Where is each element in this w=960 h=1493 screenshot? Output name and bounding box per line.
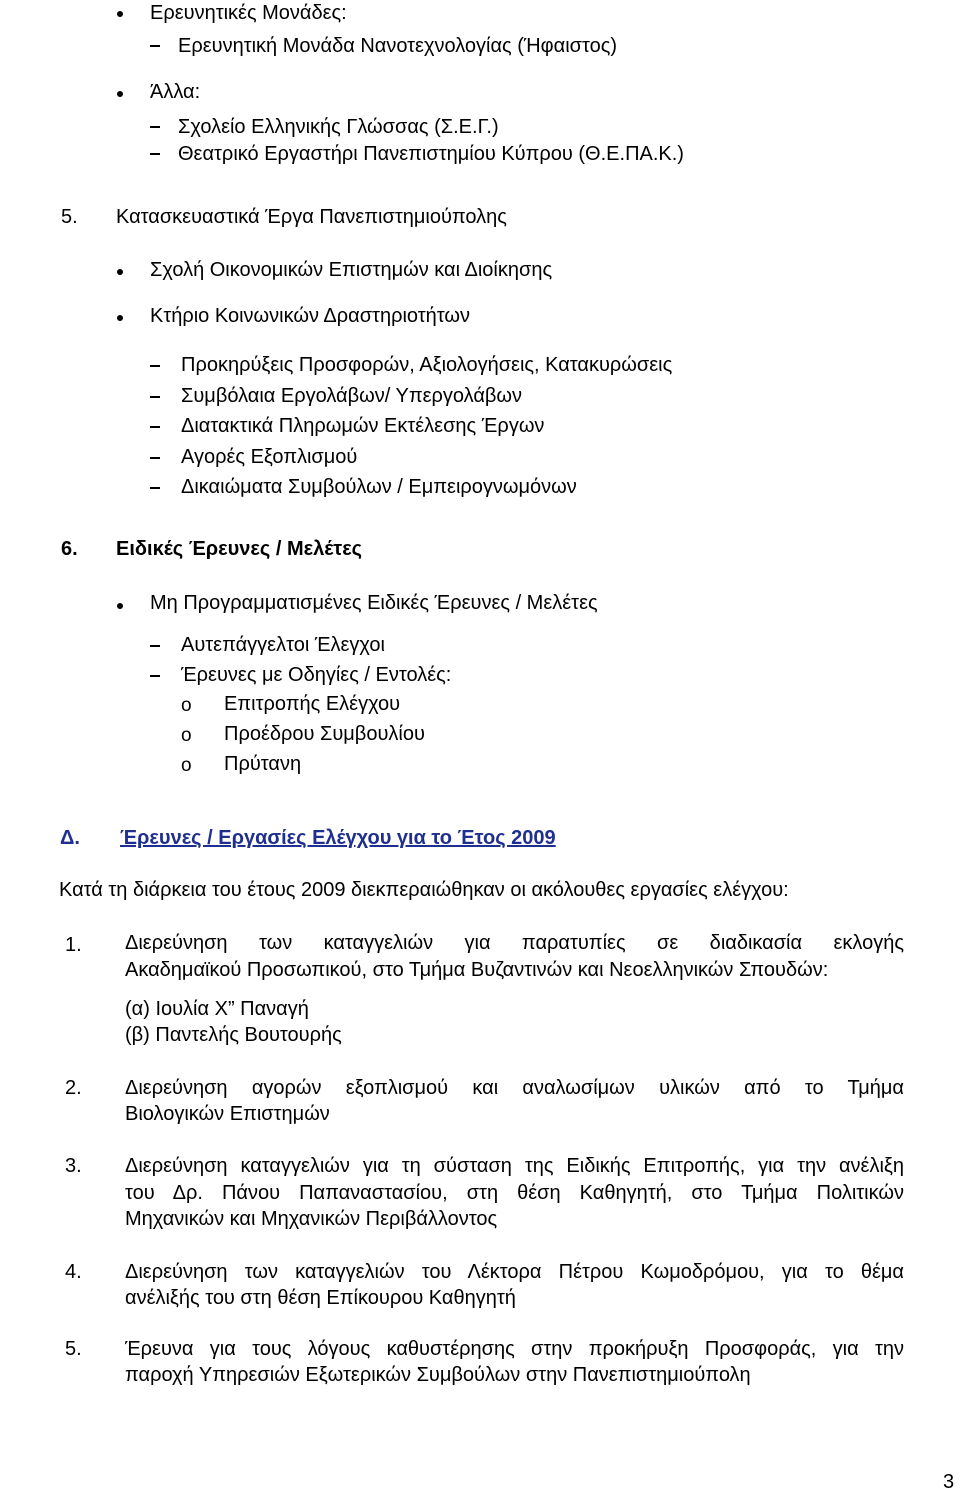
other-item: Θεατρικό Εργαστήρι Πανεπιστημίου Κύπρου (Θ.Ε.ΠΑ.Κ.) — [178, 143, 684, 165]
dash-icon — [150, 426, 160, 428]
section-title: Κατασκευαστικά Έργα Πανεπιστημιούπολης — [116, 206, 507, 228]
bullet-item: Κτήριο Κοινωνικών Δραστηριοτήτων — [150, 305, 470, 327]
bullet-item: Σχολή Οικονομικών Επιστημών και Διοίκησης — [150, 259, 553, 281]
dash-item: Αυτεπάγγελτοι Έλεγχοι — [181, 634, 385, 656]
dash-icon — [150, 645, 160, 647]
item-number: 5. — [65, 1338, 82, 1360]
sub-item: Επιτροπής Ελέγχου — [224, 693, 401, 715]
item-sub: (α) Ιουλία Χ” Παναγή — [125, 998, 309, 1020]
item-number: 4. — [65, 1261, 82, 1283]
section-number: 6. — [61, 538, 78, 560]
section-number: 5. — [61, 206, 78, 228]
item-text-line: του Δρ. Πάνου Παπαναστασίου, στη θέση Καθηγητή, στο Τμήμα Πολιτικών — [125, 1182, 904, 1204]
dash-item: Δικαιώματα Συμβούλων / Εμπειρογνωμόνων — [181, 476, 577, 498]
bullet-icon — [117, 269, 123, 275]
item-text-line: Έρευνα για τους λόγους καθυστέρησης στην προκήρυξη Προσφοράς, για την — [125, 1338, 904, 1360]
section-letter: Δ. — [60, 827, 80, 849]
item-number: 1. — [65, 934, 82, 956]
dash-item: Αγορές Εξοπλισμού — [181, 446, 358, 468]
bullet-icon — [117, 603, 123, 609]
circle-bullet-icon: o — [181, 725, 192, 746]
circle-bullet-icon: o — [181, 755, 192, 776]
dash-item: Συμβόλαια Εργολάβων/ Υπεργολάβων — [181, 385, 523, 407]
item-text-line: Διερεύνηση των καταγγελιών του Λέκτορα Πέτρου Κωμοδρόμου, για το θέμα — [125, 1261, 904, 1283]
dash-icon — [150, 487, 160, 489]
page-number: 3 — [943, 1471, 955, 1493]
item-text-line: Μηχανικών και Μηχανικών Περιβάλλοντος — [125, 1208, 498, 1230]
item-number: 3. — [65, 1155, 82, 1177]
bullet-icon — [117, 315, 123, 321]
item-text-line: Βιολογικών Επιστημών — [125, 1103, 330, 1125]
dash-item: Προκηρύξεις Προσφορών, Αξιολογήσεις, Κατακυρώσεις — [181, 354, 673, 376]
item-text-line: Ακαδημαϊκού Προσωπικού, στο Τμήμα Βυζαντινών και Νεοελληνικών Σπουδών: — [125, 959, 829, 981]
circle-bullet-icon: o — [181, 695, 192, 716]
item-text-line: Διερεύνηση των καταγγελιών για παρατυπίες σε διαδικασία εκλογής — [125, 932, 904, 954]
sub-item: Πρύτανη — [224, 753, 302, 775]
intro-text: Κατά τη διάρκεια του έτους 2009 διεκπεραιώθηκαν οι ακόλουθες εργασίες ελέγχου: — [59, 879, 789, 901]
dash-icon — [150, 675, 160, 677]
sub-item: Προέδρου Συμβουλίου — [224, 723, 425, 745]
bullet-item: Μη Προγραμματισμένες Ειδικές Έρευνες / Μελέτες — [150, 592, 598, 614]
other-label: Άλλα: — [150, 81, 201, 103]
bullet-icon — [117, 11, 123, 17]
item-number: 2. — [65, 1077, 82, 1099]
item-text-line: ανέλιξής του στη θέση Επίκουρου Καθηγητή — [125, 1287, 516, 1309]
dash-icon — [150, 365, 160, 367]
research-unit-item: Ερευνητική Μονάδα Νανοτεχνολογίας (Ήφαιστος) — [178, 35, 618, 57]
dash-item: Διατακτικά Πληρωμών Εκτέλεσης Έργων — [181, 415, 545, 437]
item-text-line: Διερεύνηση αγορών εξοπλισμού και αναλωσίμων υλικών από το Τμήμα — [125, 1077, 904, 1099]
research-units-label: Ερευνητικές Μονάδες: — [150, 2, 347, 24]
dash-icon — [150, 457, 160, 459]
dash-item: Έρευνες με Οδηγίες / Εντολές: — [181, 664, 452, 686]
item-text-line: παροχή Υπηρεσιών Εξωτερικών Συμβούλων στην Πανεπιστημιούπολη — [125, 1364, 751, 1386]
dash-icon — [150, 153, 160, 155]
other-item: Σχολείο Ελληνικής Γλώσσας (Σ.Ε.Γ.) — [178, 116, 499, 138]
section-title: Ειδικές Έρευνες / Μελέτες — [116, 538, 363, 560]
item-text-line: Διερεύνηση καταγγελιών για τη σύσταση της Ειδικής Επιτροπής, για την ανέλιξη — [125, 1155, 904, 1177]
item-sub: (β) Παντελής Βουτουρής — [125, 1024, 342, 1046]
dash-icon — [150, 45, 160, 47]
dash-icon — [150, 396, 160, 398]
dash-icon — [150, 126, 160, 128]
bullet-icon — [117, 91, 123, 97]
section-title: Έρευνες / Εργασίες Ελέγχου για το Έτος 2009 — [120, 827, 556, 849]
section-d-heading — [60, 827, 556, 849]
